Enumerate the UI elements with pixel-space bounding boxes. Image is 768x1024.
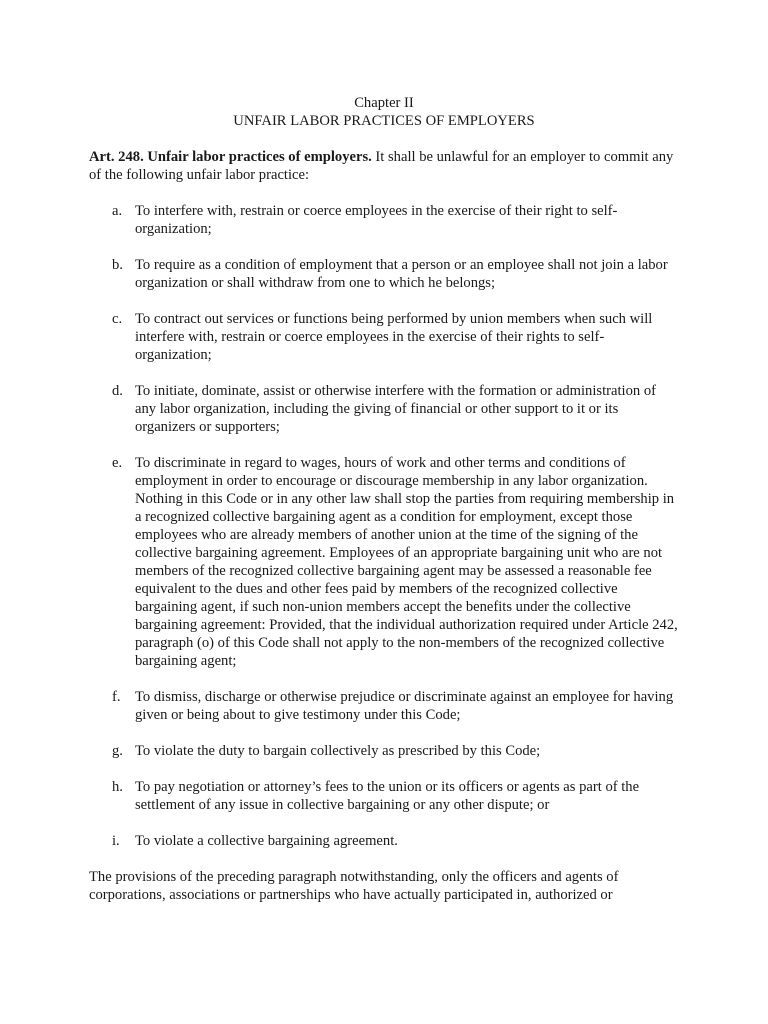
article-paragraph — [89, 148, 679, 184]
list-item — [89, 688, 679, 724]
list-item — [89, 256, 679, 292]
unfair-practices-list — [89, 202, 679, 850]
list-item-marker: c. — [112, 311, 123, 327]
chapter-number: Chapter II — [354, 95, 414, 111]
list-item-text: To discriminate in regard to wages, hours of work and other terms and conditions of employment in order to encourage or discourage membership in any labor organization. Nothing in this Code or in any other law shall stop the parties from requiring membership in a recognized collective bargaining agent as a condition for employment, except those employees who are already members of another union at the time of the signing of the collective bargaining agreement. Employees of an appropriate bargaining unit who are not members of the recognized collective bargaining agent may be assessed a reasonable fee equivalent to the dues and other fees paid by members of the recognized collective bargaining agent, if such non-union members accept the benefits under the collective bargaining agreement: Provided, that the individual authorization required under Article 242, paragraph (o) of this Code shall not apply to the non-members of the recognized collective bargaining agent; — [135, 455, 678, 669]
list-item-marker: i. — [112, 833, 120, 849]
list-item-marker: d. — [112, 383, 123, 399]
list-item-marker: h. — [112, 779, 123, 795]
closing-paragraph: The provisions of the preceding paragraph notwithstanding, only the officers and agents of corporations, associations or partnerships who have actually participated in, authorized or — [89, 869, 619, 903]
list-item-text: To pay negotiation or attorney’s fees to the union or its officers or agents as part of the settlement of any issue in collective bargaining or any other dispute; or — [135, 779, 640, 813]
document-page — [89, 94, 679, 904]
article-title: Art. 248. Unfair labor practices of employers. — [89, 149, 372, 165]
list-item-marker: a. — [112, 203, 123, 219]
list-item-text: To initiate, dominate, assist or otherwise interfere with the formation or administration of any labor organization, including the giving of financial or other support to it or its organizers or supporters; — [135, 383, 656, 435]
list-item-marker: g. — [112, 743, 123, 759]
list-item — [89, 202, 679, 238]
list-item-text: To violate a collective bargaining agreement. — [135, 833, 398, 849]
article-intro: It shall be unlawful for an employer to commit any of the following unfair labor practice: — [89, 149, 674, 183]
list-item-text: To interfere with, restrain or coerce employees in the exercise of their right to self-organization; — [135, 203, 618, 237]
list-item-text: To dismiss, discharge or otherwise prejudice or discriminate against an employee for having given or being about to give testimony under this Code; — [135, 689, 674, 723]
list-item — [89, 778, 679, 814]
list-item-marker: f. — [112, 689, 121, 705]
list-item-marker: e. — [112, 455, 123, 471]
list-item-text: To contract out services or functions being performed by union members when such will interfere with, restrain or coerce employees in the exercise of their rights to self-organization; — [135, 311, 653, 363]
list-item — [89, 832, 679, 850]
list-item — [89, 742, 679, 760]
list-item-text: To violate the duty to bargain collectively as prescribed by this Code; — [135, 743, 541, 759]
chapter-heading — [89, 94, 679, 130]
chapter-title: UNFAIR LABOR PRACTICES OF EMPLOYERS — [233, 113, 535, 129]
list-item — [89, 382, 679, 436]
list-item — [89, 310, 679, 364]
list-item-marker: b. — [112, 257, 123, 273]
list-item-text: To require as a condition of employment that a person or an employee shall not join a labor organization or shall withdraw from one to which he belongs; — [135, 257, 668, 291]
list-item — [89, 454, 679, 670]
